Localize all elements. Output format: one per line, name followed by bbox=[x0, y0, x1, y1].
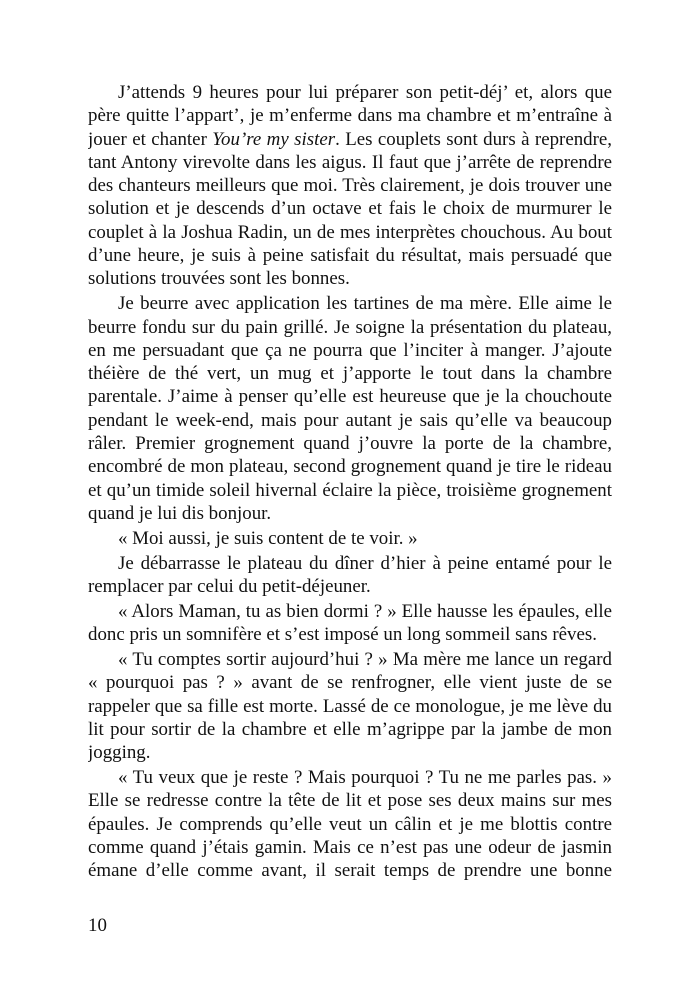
text-line: rappeler que sa fille est morte. Lassé de ce monologue, je me lève du bbox=[88, 695, 612, 717]
text-line: râler. Premier grognement quand j’ouvre la porte de la chambre, bbox=[88, 433, 612, 455]
text-line: et qu’un timide soleil hivernal éclaire la pièce, troisième grognement bbox=[88, 479, 612, 501]
text-segment: . Les couplets sont durs à reprendre, bbox=[335, 128, 612, 150]
text-line: tant Antony virevolte dans les aigus. Il faut que j’arrête de reprendre bbox=[88, 151, 612, 173]
text-line: d’une heure, je suis à peine satisfait du résultat, mais persuadé que bbox=[88, 245, 612, 267]
paragraph bbox=[88, 292, 612, 525]
text-line: parentale. J’aime à penser qu’elle est heureuse que je la chouchoute bbox=[88, 386, 612, 408]
text-line: « Tu comptes sortir aujourd’hui ? » Ma mère me lance un regard bbox=[118, 649, 612, 671]
text-line: père quitte l’appart’, je m’enferme dans ma chambre et m’entraîne à bbox=[88, 105, 612, 127]
text-line: Je débarrasse le plateau du dîner d’hier à peine entamé pour le bbox=[118, 552, 612, 574]
text-line: pendant le week-end, mais pour autant je sais qu’elle va beaucoup bbox=[88, 409, 612, 431]
text-line bbox=[88, 128, 612, 151]
body-text bbox=[88, 81, 612, 884]
text-line: « Moi aussi, je suis content de te voir. » bbox=[118, 527, 418, 549]
text-line: Je beurre avec application les tartines de ma mère. Elle aime le bbox=[118, 293, 612, 315]
text-line: jogging. bbox=[88, 742, 151, 764]
text-line: Elle se redresse contre la tête de lit et pose ses deux mains sur mes bbox=[88, 790, 612, 812]
text-line: donc pris un somnifère et s’est imposé un long sommeil sans rêves. bbox=[88, 624, 597, 646]
text-line: « Tu veux que je reste ? Mais pourquoi ? Tu ne me parles pas. » bbox=[118, 767, 612, 789]
text-line: solutions trouvées sont les bonnes. bbox=[88, 268, 350, 290]
text-line: beurre fondu sur du pain grillé. Je soigne la présentation du plateau, bbox=[88, 316, 612, 338]
text-line: J’attends 9 heures pour lui préparer son petit-déj’ et, alors que bbox=[118, 82, 612, 103]
text-line: en me persuadant que ça ne pourra que l’inciter à manger. J’ajoute bbox=[88, 339, 612, 361]
text-line: comme quand j’étais gamin. Mais ce n’est pas une odeur de jasmin bbox=[88, 837, 612, 859]
paragraph bbox=[88, 648, 612, 764]
text-line: théière de thé vert, un mug et j’apporte le tout dans la chambre bbox=[88, 363, 612, 385]
text-line: épaules. Je comprends qu’elle veut un câlin et je me blottis contre bbox=[88, 813, 612, 835]
text-line: solution et je descends d’un octave et fais le choix de murmurer le bbox=[88, 198, 612, 220]
paragraph bbox=[88, 527, 612, 550]
text-line: quand je lui dis bonjour. bbox=[88, 502, 272, 524]
song-title: You’re my sister bbox=[212, 128, 336, 150]
text-line: encombré de mon plateau, second grognement quand je tire le rideau bbox=[88, 456, 612, 478]
page-number: 10 bbox=[88, 915, 107, 936]
text-line: des chanteurs meilleurs que moi. Très clairement, je dois trouver une bbox=[88, 175, 612, 197]
text-line: couplet à la Joshua Radin, un de mes interprètes chouchous. Au bout bbox=[88, 221, 612, 243]
paragraph bbox=[88, 552, 612, 599]
text-line: « pourquoi pas ? » avant de se renfrogner, elle vient juste de se bbox=[88, 672, 612, 694]
text-line: remplacer par celui du petit-déjeuner. bbox=[88, 576, 371, 598]
paragraph bbox=[88, 600, 612, 647]
text-line: « Alors Maman, tu as bien dormi ? » Elle hausse les épaules, elle bbox=[118, 600, 612, 622]
text-line: lit pour sortir de la chambre et elle m’agrippe par la jambe de mon bbox=[88, 718, 612, 740]
text-line: émane d’elle comme avant, il serait temps de prendre une bonne bbox=[88, 860, 612, 882]
paragraph bbox=[88, 766, 612, 882]
text-segment: jouer et chanter bbox=[88, 128, 213, 150]
paragraph bbox=[88, 81, 612, 291]
